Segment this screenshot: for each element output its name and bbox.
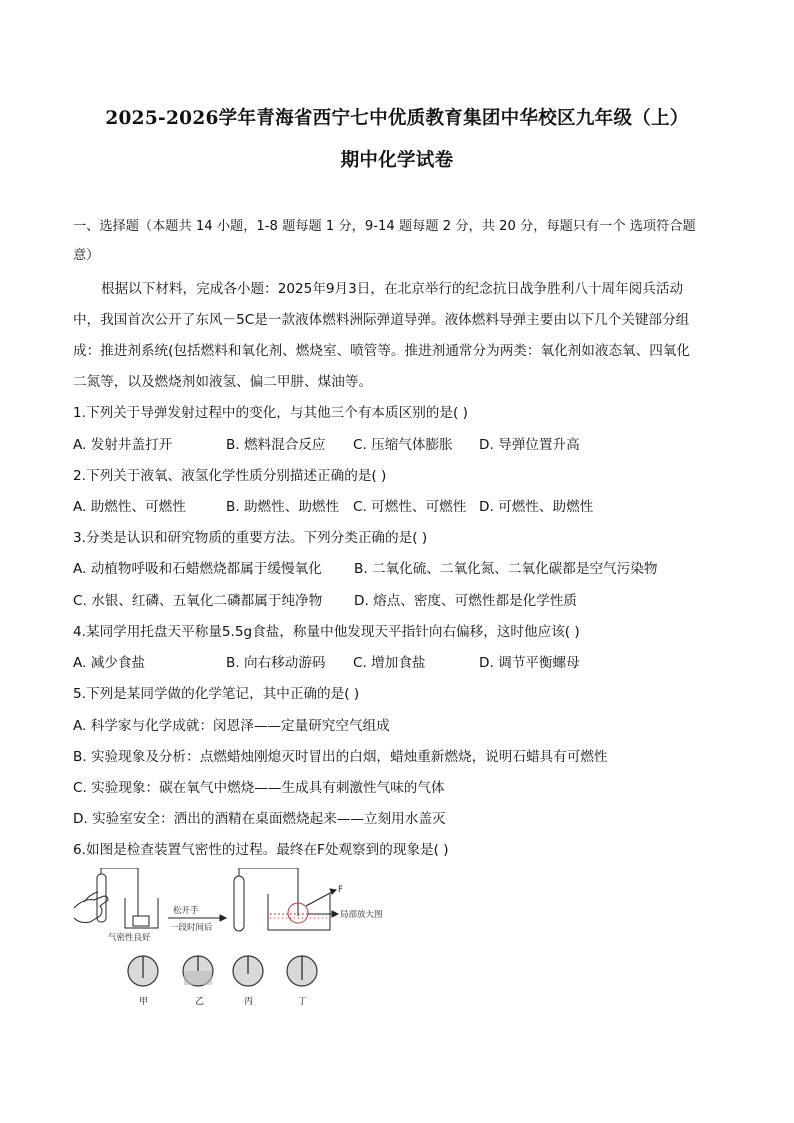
circle-label-bing: 丙 [244,997,254,1007]
question-1-option-c: C. 压缩气体膨胀 [353,437,453,453]
question-4-option-a: A. 减少食盐 [73,655,146,671]
exam-title-line1: 2025-2026学年青海省西宁七中优质教育集团中华校区九年级（上） [105,108,689,129]
question-2-option-d: D. 可燃性、助燃性 [479,499,594,515]
question-5-option-b: B. 实验现象及分析：点燃蜡烛刚熄灭时冒出的白烟，蜡烛重新燃烧，说明石蜡具有可燃性 [73,749,608,765]
material-paragraph-line2: 中，我国首次公开了东风－5C是一款液体燃料洲际弹道导弹。液体燃料导弹主要由以下几个关键部分组 [73,312,690,328]
question-4-option-c: C. 增加食盐 [353,655,426,671]
question-5-stem: 5.下列是某同学做的化学笔记，其中正确的是( ) [73,686,360,702]
question-1-stem: 1.下列关于导弹发射过程中的变化，与其他三个有本质区别的是( ) [73,405,468,421]
circle-ding-icon [287,956,317,986]
question-3-option-d: D. 熔点、密度、可燃性都是化学性质 [354,593,578,609]
figure-left-label: 气密性良好 [108,933,151,943]
question-2-option-c: C. 可燃性、可燃性 [353,499,467,515]
circle-bing-icon [233,956,263,986]
question-3-option-a: A. 动植物呼吸和石蜡燃烧都属于缓慢氧化 [73,561,322,577]
question-2-option-a: A. 助燃性、可燃性 [73,499,186,515]
figure-arrow-top-label: 松开手 [173,906,199,916]
right-beaker-icon [268,894,330,930]
zoomed-circles [128,868,317,986]
question-3-option-b: B. 二氧化硫、二氧化氮、二氧化碳都是空气污染物 [354,561,658,577]
circle-jia-icon [128,956,158,986]
question-4-option-d: D. 调节平衡螺母 [479,655,580,671]
exam-title-line2: 期中化学试卷 [340,150,454,171]
circle-label-jia: 甲 [139,997,149,1007]
question-1-option-b: B. 燃料混合反应 [226,437,326,453]
question-6-stem: 6.如图是检查装置气密性的过程。最终在F处观察到的现象是( ) [73,842,449,858]
test-tube-icon [234,868,298,931]
circle-label-yi: 乙 [195,997,205,1007]
question-2-option-b: B. 助燃性、助燃性 [226,499,340,515]
question-5-option-d: D. 实验室安全：洒出的酒精在桌面燃烧起来——立刻用水盖灭 [73,811,446,827]
section-heading-cont: 意） [73,248,100,263]
figure-arrow-bottom-label: 一段时间后 [170,923,213,933]
question-4-option-b: B. 向右移动游码 [226,655,326,671]
question-3-option-c: C. 水银、红磷、五氧化二磷都属于纯净物 [73,593,323,609]
question-3-stem: 3.分类是认识和研究物质的重要方法。下列分类正确的是( ) [73,530,428,546]
hand-holding-tube-icon [74,868,138,923]
question-1-option-a: A. 发射井盖打开 [73,437,173,453]
airtightness-figure [70,868,400,1008]
material-paragraph-line3: 成：推进剂系统(包括燃料和氧化剂、燃烧室、喷管等。推进剂通常分为两类：氧化剂如液态氧、四氧化 [73,343,691,359]
figure-f-label: F [338,885,343,895]
question-4-stem: 4.某同学用托盘天平称量5.5g食盐，称量中他发现天平指针向右偏移，这时他应该( ) [73,624,580,640]
circle-label-ding: 丁 [298,997,308,1007]
figure-zoom-label: 局部放大图 [340,910,383,920]
section-heading: 一、选择题（本题共 14 小题，1-8 题每题 1 分，9-14 题每题 2 分，共 20 分，每题只有一个 选项符合题 [73,219,696,234]
question-5-option-c: C. 实验现象：碳在氧气中燃烧——生成具有刺激性气味的气体 [73,780,445,796]
question-1-option-d: D. 导弹位置升高 [479,437,580,453]
material-paragraph-line4: 二氮等，以及燃烧剂如液氢、偏二甲肼、煤油等。 [73,374,373,390]
pointer-line-icon [306,889,338,917]
beaker-icon [125,898,158,928]
question-2-stem: 2.下列关于液氧、液氢化学性质分别描述正确的是( ) [73,468,387,484]
question-5-option-a: A. 科学家与化学成就：闵恩泽——定量研究空气组成 [73,718,390,734]
material-paragraph-line1: 根据以下材料，完成各小题：2025年9月3日，在北京举行的纪念抗日战争胜利八十周年阅兵活动 [101,281,684,297]
